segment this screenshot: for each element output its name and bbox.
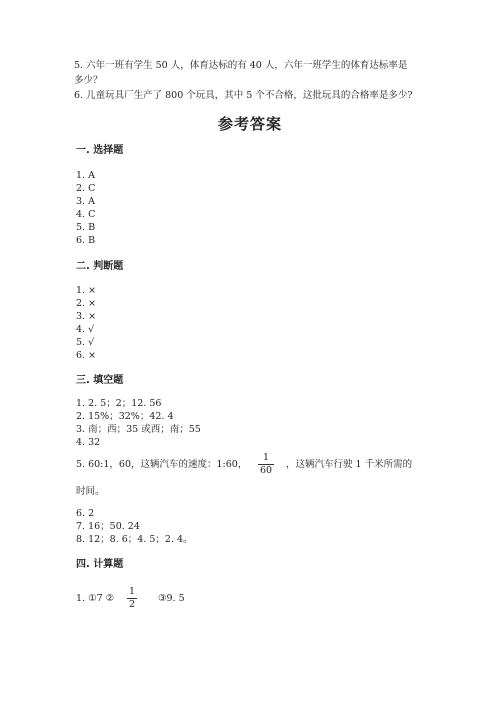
judge-answer-1: 1. × (76, 285, 97, 296)
fill-answer-5-line-2: 时间。 (76, 486, 105, 497)
choice-answer-4: 4. C (76, 209, 96, 220)
choice-answer-6: 6. B (76, 235, 96, 246)
question-5-line-2: 多少？ (74, 75, 103, 86)
fill-answer-3: 3. 南；西；35 或西；南；55 (76, 424, 201, 435)
judge-answer-4: 4. √ (76, 324, 95, 335)
section-heading-calc: 四. 计算题 (76, 559, 124, 570)
judge-answer-3: 3. × (76, 311, 97, 322)
fill-answer-5-end: ，这辆汽车行驶 1 千米所需的 (286, 459, 413, 470)
calc-answer-part-1: 1. ①7 ② (76, 593, 115, 604)
fraction-one-sixtieth (258, 453, 274, 476)
section-heading-choice: 一. 选择题 (76, 145, 124, 156)
judge-answer-6: 6. × (76, 350, 97, 361)
fraction-numerator: 1 (263, 452, 270, 463)
fill-answer-5-start: 5. 60:1，60，这辆汽车的速度：1:60， (76, 459, 248, 470)
section-heading-fill: 三. 填空题 (76, 375, 124, 386)
choice-answer-1: 1. A (76, 170, 95, 181)
choice-answer-2: 2. C (76, 183, 96, 194)
choice-answer-5: 5. B (76, 222, 96, 233)
fill-answer-6: 6. 2 (76, 508, 95, 519)
fraction-denominator: 2 (129, 599, 136, 610)
section-heading-judge: 二. 判断题 (76, 261, 124, 272)
fraction-one-half (127, 587, 137, 610)
fraction-numerator: 1 (129, 586, 136, 597)
fill-answer-4: 4. 32 (76, 437, 101, 448)
calc-answer-part-3: ③9. 5 (158, 593, 185, 604)
question-6: 6. 儿童玩具厂生产了 800 个玩具，其中 5 个不合格，这批玩具的合格率是多少? (74, 90, 413, 101)
choice-answer-3: 3. A (76, 196, 95, 207)
fill-answer-8: 8. 12；8. 6；4. 5；2. 4。 (76, 534, 193, 545)
fill-answer-2: 2. 15%；32%；42. 4 (76, 411, 174, 422)
fraction-denominator: 60 (260, 465, 273, 476)
judge-answer-5: 5. √ (76, 337, 95, 348)
fill-answer-7: 7. 16；50. 24 (76, 521, 140, 532)
question-5-line-1: 5. 六年一班有学生 50 人，体育达标的有 40 人，六年一班学生的体育达标率是 (74, 60, 408, 71)
fill-answer-1: 1. 2. 5；2；12. 56 (76, 398, 162, 409)
judge-answer-2: 2. × (76, 298, 97, 309)
page-title: 参考答案 (217, 115, 282, 133)
